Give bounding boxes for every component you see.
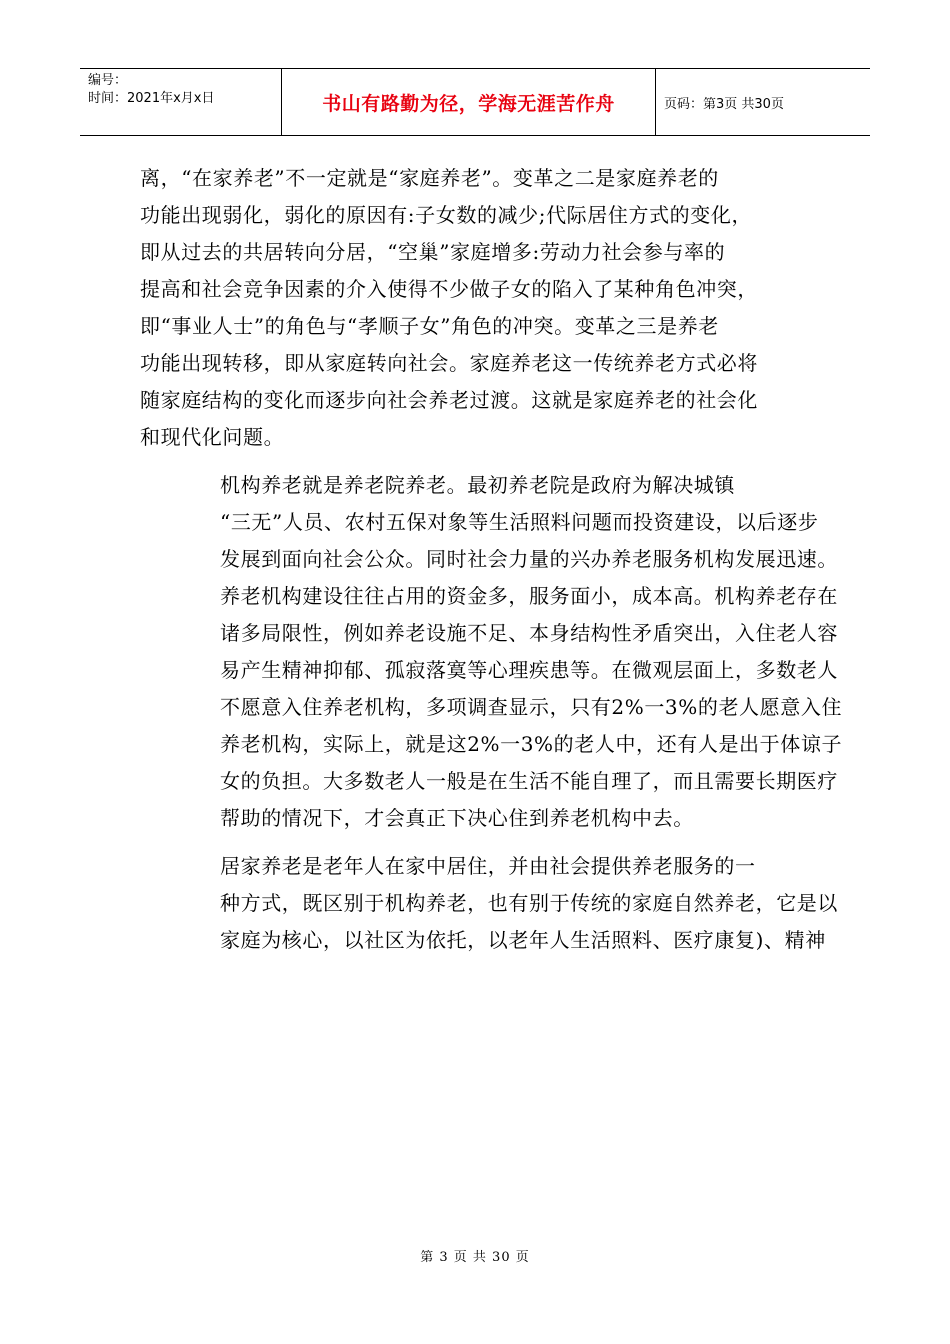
text-line: 离，“在家养老”不一定就是“家庭养老”。变革之二是家庭养老的 bbox=[140, 166, 719, 190]
text-line: 养老机构，实际上，就是这2%一3%的老人中，还有人是出于体谅子 bbox=[220, 732, 843, 756]
text-line: 和现代化问题。 bbox=[140, 425, 285, 449]
header-page-cell bbox=[656, 69, 870, 135]
page-code: 页码：第3页 共30页 bbox=[664, 96, 784, 112]
text-line: 女的负担。大多数老人一般是在生活不能自理了，而且需要长期医疗 bbox=[220, 769, 838, 793]
text-line: 家庭为核心，以社区为依托，以老年人生活照料、医疗康复)、精神 bbox=[220, 928, 826, 952]
document-number-label: 编号： bbox=[88, 73, 128, 88]
document-header bbox=[80, 68, 870, 136]
text-line: 即“事业人士”的角色与“孝顺子女”角色的冲突。变革之三是养老 bbox=[140, 314, 719, 338]
document-body bbox=[140, 160, 843, 959]
paragraph bbox=[140, 160, 812, 456]
text-line: “三无”人员、农村五保对象等生活照料问题而投资建设，以后逐步 bbox=[220, 510, 819, 534]
text-line: 易产生精神抑郁、孤寂落寞等心理疾患等。在微观层面上，多数老人 bbox=[220, 658, 838, 682]
text-line: 帮助的情况下，才会真正下决心住到养老机构中去。 bbox=[220, 806, 694, 830]
motto-text: 书山有路勤为径，学海无涯苦作舟 bbox=[322, 92, 615, 115]
text-line: 随家庭结构的变化而逐步向社会养老过渡。这就是家庭养老的社会化 bbox=[140, 388, 758, 412]
text-line: 机构养老就是养老院养老。最初养老院是政府为解决城镇 bbox=[220, 473, 735, 497]
text-line: 居家养老是老年人在家中居住，并由社会提供养老服务的一 bbox=[220, 854, 756, 878]
text-line: 发展到面向社会公众。同时社会力量的兴办养老服务机构发展迅速。 bbox=[220, 547, 838, 571]
header-info-cell bbox=[80, 69, 282, 135]
text-line: 不愿意入住养老机构，多项调查显示，只有2%一3%的老人愿意入住 bbox=[220, 695, 843, 719]
text-line: 种方式，既区别于机构养老，也有别于传统的家庭自然养老，它是以 bbox=[220, 891, 838, 915]
header-motto-cell bbox=[282, 69, 656, 135]
text-line: 功能出现转移，即从家庭转向社会。家庭养老这一传统养老方式必将 bbox=[140, 351, 758, 375]
document-date: 时间：2021年x月x日 bbox=[88, 91, 215, 106]
paragraph bbox=[140, 467, 843, 837]
text-line: 即从过去的共居转向分居，“空巢”家庭增多:劳动力社会参与率的 bbox=[140, 240, 726, 264]
paragraph bbox=[140, 848, 838, 959]
text-line: 诸多局限性，例如养老设施不足、本身结构性矛盾突出，入住老人容 bbox=[220, 621, 838, 645]
text-line: 提高和社会竞争因素的介入使得不少做子女的陷入了某种角色冲突， bbox=[140, 277, 758, 301]
text-line: 功能出现弱化，弱化的原因有:子女数的减少;代际居住方式的变化， bbox=[140, 203, 753, 227]
text-line: 养老机构建设往往占用的资金多，服务面小，成本高。机构养老存在 bbox=[220, 584, 838, 608]
page-footer: 第 3 页 共 30 页 bbox=[420, 1250, 530, 1265]
